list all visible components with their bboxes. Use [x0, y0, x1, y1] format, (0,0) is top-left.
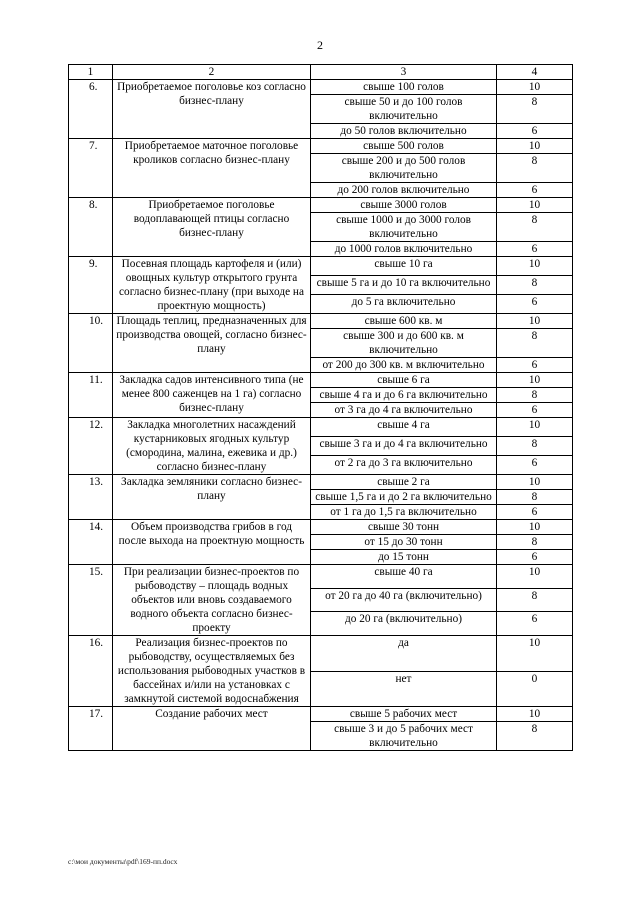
criterion-score: 10	[497, 707, 573, 722]
criterion-condition: от 1 га до 1,5 га включительно	[311, 505, 497, 520]
table-row	[69, 257, 573, 276]
criterion-score: 10	[497, 475, 573, 490]
criterion-number: 13.	[69, 475, 113, 520]
criterion-condition: да	[311, 636, 497, 672]
criterion-score: 8	[497, 588, 573, 612]
criterion-description: Приобретаемое поголовье коз согласно бизнес-плану	[113, 80, 311, 139]
criterion-condition: свыше 1,5 га и до 2 га включительно	[311, 490, 497, 505]
criterion-description: Посевная площадь картофеля и (или) овощных культур открытого грунта согласно бизнес-плану (при выходе на проектную мощность)	[113, 257, 311, 314]
criterion-score: 10	[497, 314, 573, 329]
criterion-score: 10	[497, 373, 573, 388]
criterion-condition: до 15 тонн	[311, 550, 497, 565]
criterion-condition: свыше 4 га и до 6 га включительно	[311, 388, 497, 403]
criterion-condition: до 50 голов включительно	[311, 124, 497, 139]
criterion-condition: свыше 3000 голов	[311, 198, 497, 213]
criterion-score: 8	[497, 213, 573, 242]
criterion-condition: нет	[311, 671, 497, 707]
criterion-condition: от 20 га до 40 га (включительно)	[311, 588, 497, 612]
criterion-condition: до 20 га (включительно)	[311, 612, 497, 636]
criterion-condition: от 15 до 30 тонн	[311, 535, 497, 550]
criterion-number: 12.	[69, 418, 113, 475]
criterion-number: 6.	[69, 80, 113, 139]
criterion-condition: свыше 50 и до 100 голов включительно	[311, 95, 497, 124]
criterion-score: 8	[497, 388, 573, 403]
criterion-description: Закладка земляники согласно бизнес-плану	[113, 475, 311, 520]
table-row	[69, 314, 573, 329]
criterion-description: При реализации бизнес-проектов по рыбоводству – площадь водных объектов или вновь создаваемого водного объекта согласно бизнес-проекту	[113, 565, 311, 636]
criterion-score: 6	[497, 456, 573, 475]
page-number: 2	[317, 38, 323, 52]
criterion-score: 6	[497, 612, 573, 636]
criterion-score: 6	[497, 358, 573, 373]
criterion-number: 17.	[69, 707, 113, 751]
criterion-condition: свыше 600 кв. м	[311, 314, 497, 329]
criterion-condition: свыше 300 и до 600 кв. м включительно	[311, 329, 497, 358]
table-row	[69, 707, 573, 722]
criterion-number: 16.	[69, 636, 113, 707]
table-row	[69, 520, 573, 535]
table-row	[69, 198, 573, 213]
criterion-condition: свыше 40 га	[311, 565, 497, 589]
criterion-description: Создание рабочих мест	[113, 707, 311, 751]
criterion-condition: до 1000 голов включительно	[311, 242, 497, 257]
criterion-score: 6	[497, 550, 573, 565]
criterion-description: Объем производства грибов в год после выхода на проектную мощность	[113, 520, 311, 565]
criterion-condition: свыше 2 га	[311, 475, 497, 490]
criterion-score: 8	[497, 154, 573, 183]
criterion-condition: свыше 10 га	[311, 257, 497, 276]
criterion-score: 6	[497, 124, 573, 139]
criterion-description: Приобретаемое маточное поголовье кроликов согласно бизнес-плану	[113, 139, 311, 198]
criterion-score: 10	[497, 257, 573, 276]
criterion-number: 11.	[69, 373, 113, 418]
criterion-score: 6	[497, 183, 573, 198]
criterion-description: Реализация бизнес-проектов по рыбоводству, осуществляемых без использования рыбоводных участков в бассейнах и/или на установках с замкнутой системой водоснабжения	[113, 636, 311, 707]
criterion-condition: свыше 3 га и до 4 га включительно	[311, 437, 497, 456]
header-col-4: 4	[497, 65, 573, 80]
criterion-score: 8	[497, 722, 573, 751]
criterion-score: 10	[497, 565, 573, 589]
criterion-score: 10	[497, 520, 573, 535]
criterion-condition: свыше 1000 и до 3000 голов включительно	[311, 213, 497, 242]
criterion-number: 8.	[69, 198, 113, 257]
criterion-description: Закладка многолетних насаждений кустарниковых ягодных культур (смородина, малина, ежевика и др.) согласно бизнес-плану	[113, 418, 311, 475]
criterion-score: 6	[497, 403, 573, 418]
criterion-score: 6	[497, 505, 573, 520]
criterion-score: 8	[497, 329, 573, 358]
criterion-number: 14.	[69, 520, 113, 565]
criterion-condition: свыше 6 га	[311, 373, 497, 388]
criterion-score: 10	[497, 418, 573, 437]
header-col-1: 1	[69, 65, 113, 80]
criterion-score: 8	[497, 95, 573, 124]
criterion-description: Площадь теплиц, предназначенных для производства овощей, согласно бизнес-плану	[113, 314, 311, 373]
criterion-score: 6	[497, 242, 573, 257]
criteria-table	[68, 64, 573, 751]
table-row	[69, 139, 573, 154]
table-row	[69, 80, 573, 95]
criterion-score: 8	[497, 437, 573, 456]
criterion-number: 10.	[69, 314, 113, 373]
criterion-condition: свыше 3 и до 5 рабочих мест включительно	[311, 722, 497, 751]
criterion-number: 7.	[69, 139, 113, 198]
header-col-3: 3	[311, 65, 497, 80]
criterion-condition: свыше 4 га	[311, 418, 497, 437]
criterion-score: 10	[497, 80, 573, 95]
criterion-score: 10	[497, 139, 573, 154]
file-path-footer: c:\мои документы\pdf\169-пп.docx	[68, 857, 178, 866]
criterion-number: 9.	[69, 257, 113, 314]
criterion-score: 10	[497, 636, 573, 672]
criterion-condition: свыше 30 тонн	[311, 520, 497, 535]
table-row	[69, 475, 573, 490]
criterion-condition: от 2 га до 3 га включительно	[311, 456, 497, 475]
criterion-number: 15.	[69, 565, 113, 636]
criterion-condition: свыше 500 голов	[311, 139, 497, 154]
criterion-condition: свыше 5 га и до 10 га включительно	[311, 276, 497, 295]
table-header-row	[69, 65, 573, 80]
criterion-score: 6	[497, 295, 573, 314]
header-col-2: 2	[113, 65, 311, 80]
criterion-score: 8	[497, 535, 573, 550]
table-row	[69, 565, 573, 589]
table-row	[69, 636, 573, 672]
criterion-score: 8	[497, 490, 573, 505]
criterion-condition: свыше 5 рабочих мест	[311, 707, 497, 722]
criterion-description: Приобретаемое поголовье водоплавающей птицы согласно бизнес-плану	[113, 198, 311, 257]
criterion-condition: до 5 га включительно	[311, 295, 497, 314]
criterion-condition: от 200 до 300 кв. м включительно	[311, 358, 497, 373]
table-row	[69, 373, 573, 388]
criterion-condition: от 3 га до 4 га включительно	[311, 403, 497, 418]
criterion-score: 10	[497, 198, 573, 213]
criterion-condition: до 200 голов включительно	[311, 183, 497, 198]
criterion-condition: свыше 100 голов	[311, 80, 497, 95]
criterion-condition: свыше 200 и до 500 голов включительно	[311, 154, 497, 183]
criterion-description: Закладка садов интенсивного типа (не менее 800 саженцев на 1 га) согласно бизнес-плану	[113, 373, 311, 418]
criterion-score: 0	[497, 671, 573, 707]
table-row	[69, 418, 573, 437]
criterion-score: 8	[497, 276, 573, 295]
